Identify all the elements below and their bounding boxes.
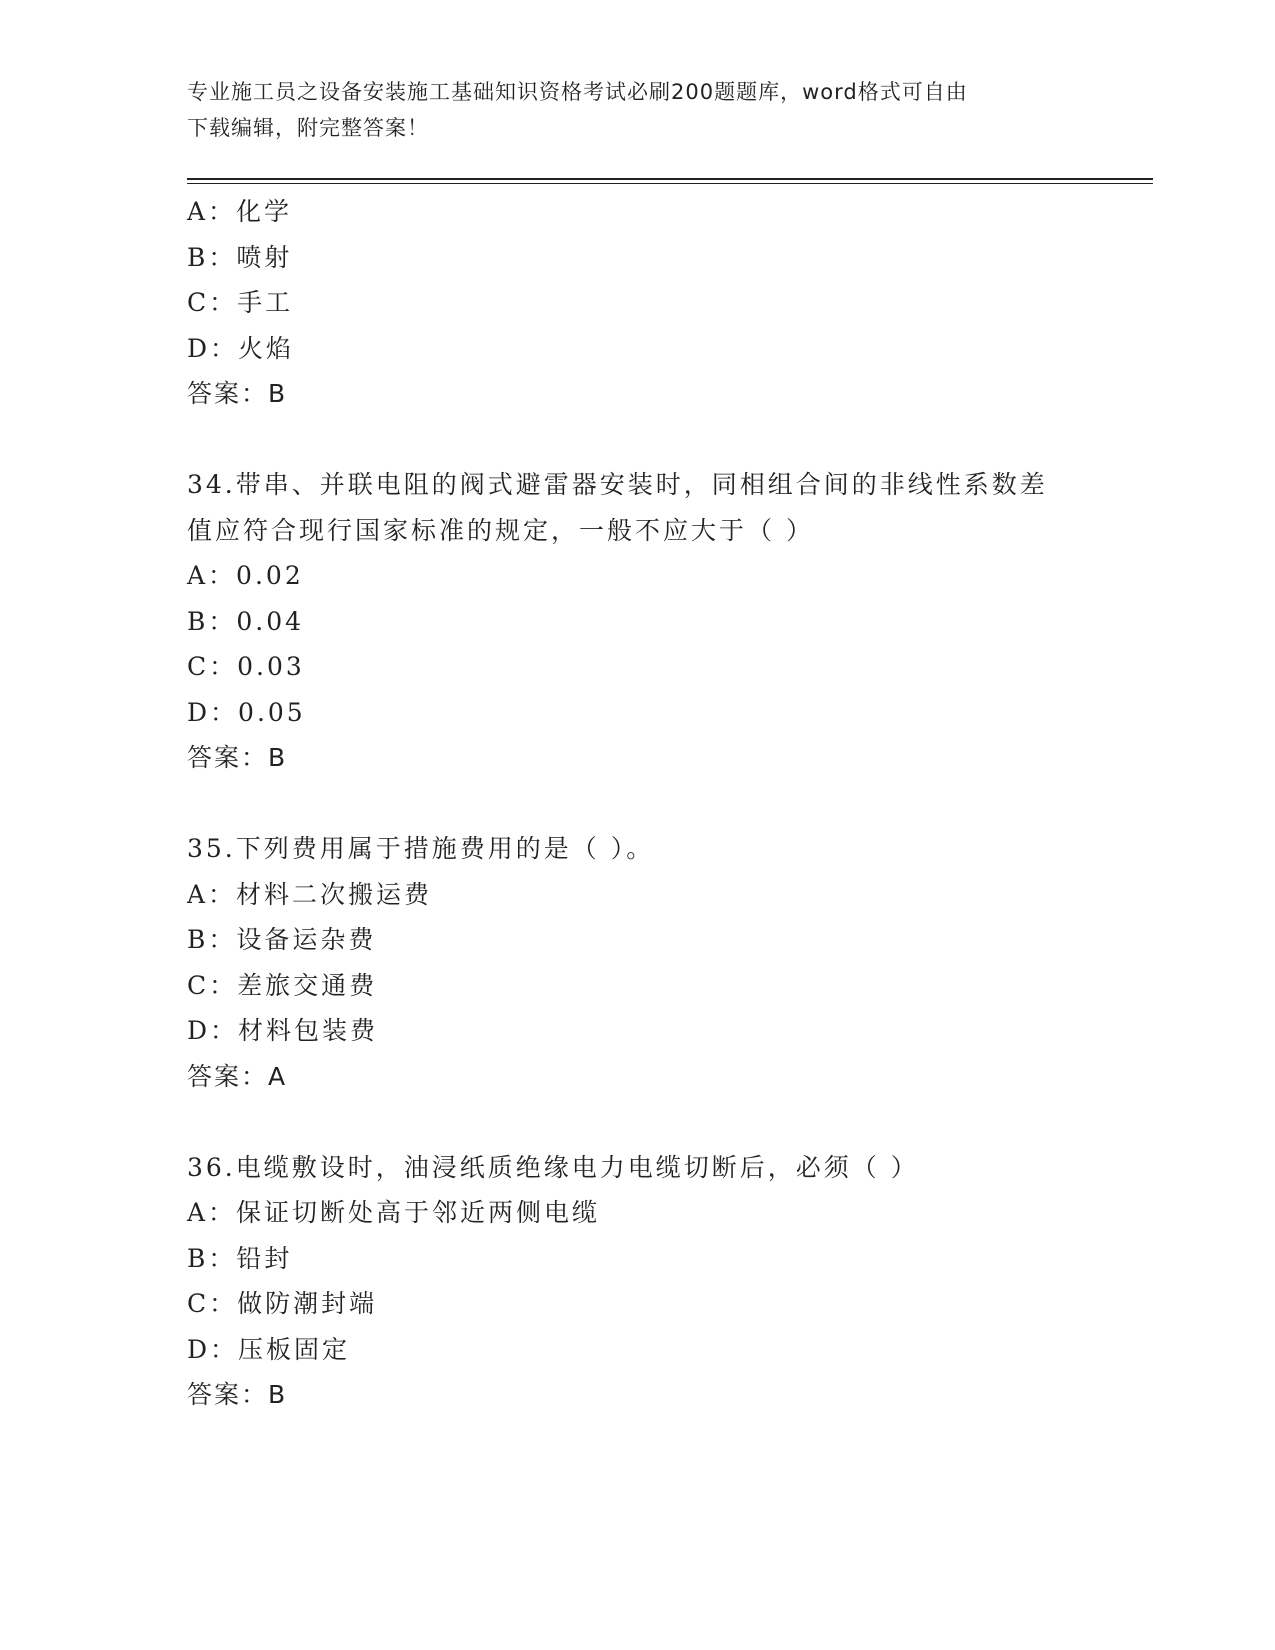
option-c: C：做防潮封端 <box>187 1289 378 1318</box>
question-list <box>187 189 1087 1418</box>
question-stem-line-2: 值应符合现行国家标准的规定，一般不应大于（ ） <box>187 515 814 545</box>
option-b: B：设备运杂费 <box>187 925 377 954</box>
question-33 <box>187 189 1087 417</box>
option-d: D：0.05 <box>187 697 306 727</box>
option-a: A：化学 <box>187 197 293 226</box>
spacer <box>187 1099 1087 1145</box>
answer: 答案：A <box>187 1061 288 1091</box>
option-a: A：0.02 <box>187 561 304 590</box>
header-line-1: 专业施工员之设备安装施工基础知识资格考试必刷200题题库，word格式可自由 <box>187 80 968 104</box>
answer: 答案：B <box>187 379 288 408</box>
option-c: C：手工 <box>187 288 294 317</box>
question-stem-line-1: 34.带串、并联电阻的阀式避雷器安装时，同相组合间的非线性系数差 <box>187 470 1048 499</box>
question-35 <box>187 826 1087 1099</box>
header-divider-thick <box>187 178 1153 180</box>
option-d: D：压板固定 <box>187 1334 351 1364</box>
question-34 <box>187 462 1087 781</box>
header-line-2: 下载编辑，附完整答案！ <box>187 116 429 140</box>
spacer <box>187 781 1087 827</box>
question-stem-line-1: 35.下列费用属于措施费用的是（ ）。 <box>187 834 655 863</box>
answer: 答案：B <box>187 743 288 772</box>
option-c: C：0.03 <box>187 652 305 681</box>
option-c: C：差旅交通费 <box>187 970 378 1000</box>
question-stem-line-1: 36.电缆敷设时，油浸纸质绝缘电力电缆切断后，必须（ ） <box>187 1152 919 1182</box>
option-a: A：材料二次搬运费 <box>187 879 433 909</box>
option-a: A：保证切断处高于邻近两侧电缆 <box>187 1198 601 1227</box>
option-d: D：材料包装费 <box>187 1016 379 1045</box>
option-d: D：火焰 <box>187 333 295 363</box>
document-header <box>187 74 1087 146</box>
answer: 答案：B <box>187 1380 288 1409</box>
question-36 <box>187 1145 1087 1418</box>
option-b: B：0.04 <box>187 606 305 636</box>
option-b: B：铅封 <box>187 1243 293 1273</box>
option-b: B：喷射 <box>187 242 293 272</box>
header-divider-thin <box>187 183 1153 184</box>
spacer <box>187 417 1087 463</box>
